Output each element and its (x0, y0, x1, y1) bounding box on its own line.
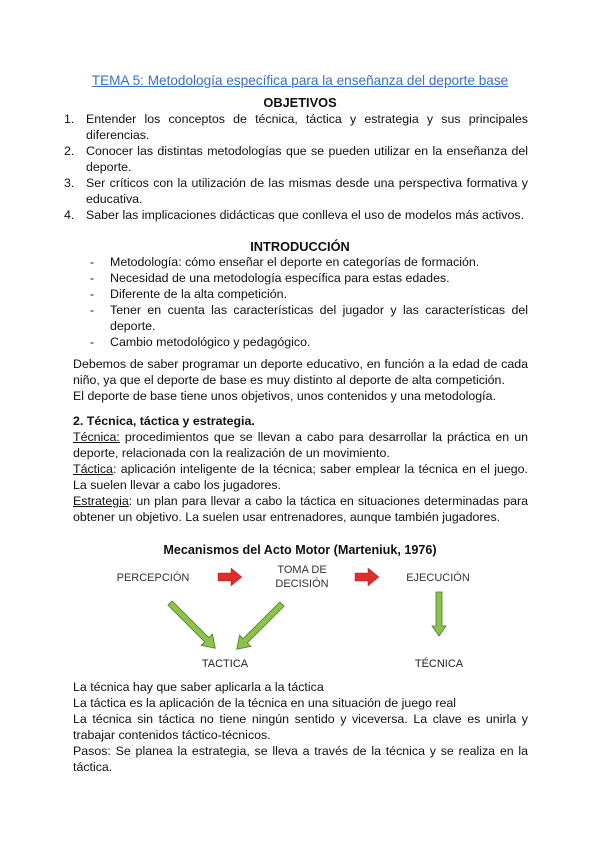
closing-line-1: La técnica hay que saber aplicarla a la táctica (73, 680, 324, 694)
objetivo-item: 4. Saber las implicaciones didácticas que conlleva el uso de modelos más activos. (64, 208, 525, 222)
tactica-label: TACTICA (201, 658, 249, 670)
closing-line-2: La táctica es la aplicación de la técnica en una situación de juego real (73, 696, 456, 710)
green-arrow-icon (432, 592, 446, 636)
intro-item: - Cambio metodológico y pedagógico. (90, 335, 311, 349)
intro-item: - Tener en cuenta las características del jugador y las características del deporte. (90, 303, 528, 333)
objetivos-heading: OBJETIVOS (263, 95, 337, 110)
percepcion-label: PERCEPCIÓN (116, 572, 190, 584)
introduccion-heading: INTRODUCCIÓN (250, 239, 350, 254)
tactica-definition: Táctica: aplicación inteligente de la técnica; saber emplear la técnica en el juego. La suelen llevar a cabo los jugadores. (73, 462, 528, 492)
red-arrow-icon (355, 568, 379, 586)
ejecucion-label: EJECUCIÓN (406, 572, 470, 584)
intro-item: - Metodología: cómo enseñar el deporte en categorías de formación. (90, 255, 480, 269)
green-arrow-icon (164, 597, 221, 654)
closing-line-4: Pasos: Se planea la estrategia, se lleva a través de la técnica y se realiza en la táctica. (73, 744, 528, 774)
tecnica-label: TÉCNICA (414, 658, 464, 670)
objetivo-item: 3. Ser críticos con la utilización de las mismas desde una perspectiva formativa y educativa. (64, 176, 528, 206)
section2-heading: 2. Técnica, táctica y estrategia. (73, 414, 255, 428)
tecnica-definition: Técnica: procedimientos que se llevan a cabo para desarrollar la práctica en un deporte, relacionada con la realización de un movimiento. (73, 430, 528, 460)
red-arrow-icon (218, 568, 242, 586)
document-title[interactable]: TEMA 5: Metodología específica para la enseñanza del deporte base (91, 73, 509, 88)
intro-item: - Necesidad de una metodología específica para estas edades. (90, 271, 450, 285)
objetivo-item: 2. Conocer las distintas metodologías que se pueden utilizar en la enseñanza del deporte. (64, 144, 528, 174)
diagram-title: Mecanismos del Acto Motor (Marteniuk, 1976) (163, 543, 437, 557)
toma-decision-label-1: TOMA DE (277, 564, 327, 576)
intro-item: - Diferente de la alta competición. (90, 287, 288, 301)
closing-line-3: La técnica sin táctica no tiene ningún sentido y viceversa. La clave es unirla y trabajar contenidos táctico-técnicos. (73, 712, 528, 742)
toma-decision-label-2: DECISIÓN (275, 578, 329, 590)
estrategia-definition: Estrategia: un plan para llevar a cabo la táctica en situaciones determinadas para obtener un objetivo. La suelen usar entrenadores, aunque también jugadores. (73, 494, 528, 524)
intro-paragraph-2: El deporte de base tiene unos objetivos, unos contenidos y una metodología. (73, 389, 496, 403)
green-arrow-icon (231, 598, 288, 655)
intro-paragraph-1: Debemos de saber programar un deporte educativo, en función a la edad de cada niño, ya que el deporte de base es muy distinto al deporte de alta competición. (73, 357, 528, 387)
objetivo-item: 1. Entender los conceptos de técnica, táctica y estrategia y sus principales diferencias. (64, 112, 528, 142)
